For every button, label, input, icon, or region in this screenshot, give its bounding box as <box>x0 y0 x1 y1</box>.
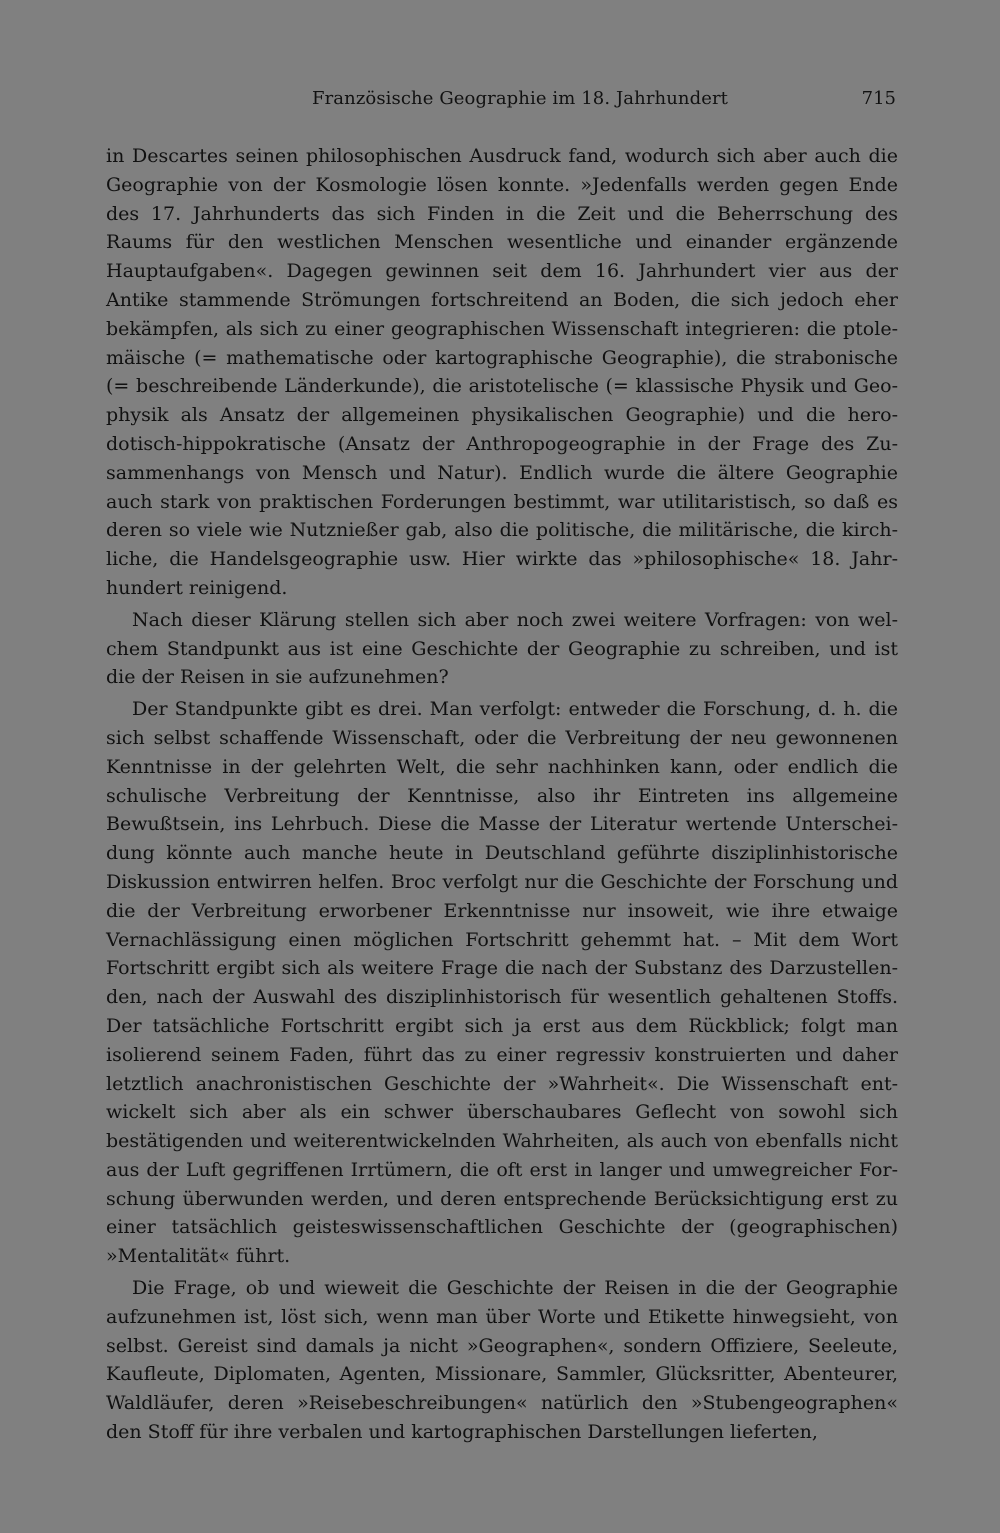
paragraph-continuation: in Descartes seinen philosophischen Ausdruck fand, wodurch sich aber auch die Geographie von der Kosmologie lösen konnte. »Jedenfalls werden gegen Ende des 17. Jahrhunderts das sich Finden in die Zeit und die Beherrschung des Raums für den westlichen Menschen wesentliche und einander ergänzende Hauptaufgaben«. Dagegen gewinnen seit dem 16. Jahrhundert vier aus der Antike stammende Strömungen fortschreitend an Boden, die sich jedoch eher bekämpfen, als sich zu einer geographischen Wissenschaft integrieren: die ptolemäische (= mathematische oder kartographische Geographie), die strabonische (= beschreibende Länderkunde), die aristotelische (= klassische Physik und Geophysik als Ansatz der allgemeinen physikalischen Geographie) und die herodotisch-hippokratische (Ansatz der Anthropogeographie in der Frage des Zusammenhangs von Mensch und Natur). Endlich wurde die ältere Geographie auch stark von praktischen Forderungen bestimmt, war utilitaristisch, so daß es deren so viele wie Nutznießer gab, also die politische, die militärische, die kirchliche, die Handelsgeographie usw. Hier wirkte das »philosophische« 18. Jahrhundert reinigend. <box>106 145 898 599</box>
paragraph-standpoints: Der Standpunkte gibt es drei. Man verfolgt: entweder die Forschung, d. h. die sich selbst schaffende Wissenschaft, oder die Verbreitung der neu gewonnenen Kenntnisse in der gelehrten Welt, die sehr nachhinken kann, oder endlich die schulische Verbreitung der Kenntnisse, also ihr Eintreten ins allgemeine Bewußtsein, ins Lehrbuch. Diese die Masse der Literatur wertende Unterscheidung könnte auch manche heute in Deutschland geführte disziplinhistorische Diskussion entwirren helfen. Broc verfolgt nur die Geschichte der Forschung und die der Verbreitung erworbener Erkenntnisse nur insoweit, wie ihre etwaige Vernachlässigung einen möglichen Fortschritt gehemmt hat. – Mit dem Wort Fortschritt ergibt sich als weitere Frage die nach der Substanz des Darzustellenden, nach der Auswahl des disziplinhistorisch für wesentlich gehaltenen Stoffs. Der tatsächliche Fortschritt ergibt sich ja erst aus dem Rückblick; folgt man isolierend seinem Faden, führt das zu einer regressiv konstruierten und daher letztlich anachronistischen Geschichte der »Wahrheit«. Die Wissenschaft entwickelt sich aber als ein schwer überschaubares Geflecht von sowohl sich bestätigenden und weiterentwickelnden Wahrheiten, als auch von ebenfalls nicht aus der Luft gegriffenen Irrtümern, die oft erst in langer und umwegreicher Forschung überwunden werden, und deren entsprechende Berücksichtigung erst zu einer tatsächlich geisteswissenschaftlichen Geschichte der (geographischen) »Mentalität« führt. <box>106 698 898 1268</box>
paragraph-travels: Die Frage, ob und wieweit die Geschichte der Reisen in die der Geographie aufzunehmen ist, löst sich, wenn man über Worte und Etikette hinwegsieht, von selbst. Gereist sind damals ja nicht »Geographen«, sondern Offiziere, Seeleute, Kaufleute, Diplomaten, Agenten, Missionare, Sammler, Glücksritter, Abenteurer, Waldläufer, deren »Reisebeschreibungen« natürlich den »Stubengeographen« den Stoff für ihre verbalen und kartographischen Darstellungen lieferten, <box>106 1277 898 1444</box>
book-page <box>106 88 898 1450</box>
paragraph-prequestions: Nach dieser Klärung stellen sich aber noch zwei weitere Vorfragen: von welchem Standpunkt aus ist eine Geschichte der Geographie zu schreiben, und ist die der Reisen in sie aufzunehmen? <box>106 608 898 689</box>
running-head <box>106 88 898 118</box>
body-text <box>106 142 898 1447</box>
running-title: Französische Geographie im 18. Jahrhundert <box>312 88 729 109</box>
page-number: 715 <box>861 88 896 109</box>
